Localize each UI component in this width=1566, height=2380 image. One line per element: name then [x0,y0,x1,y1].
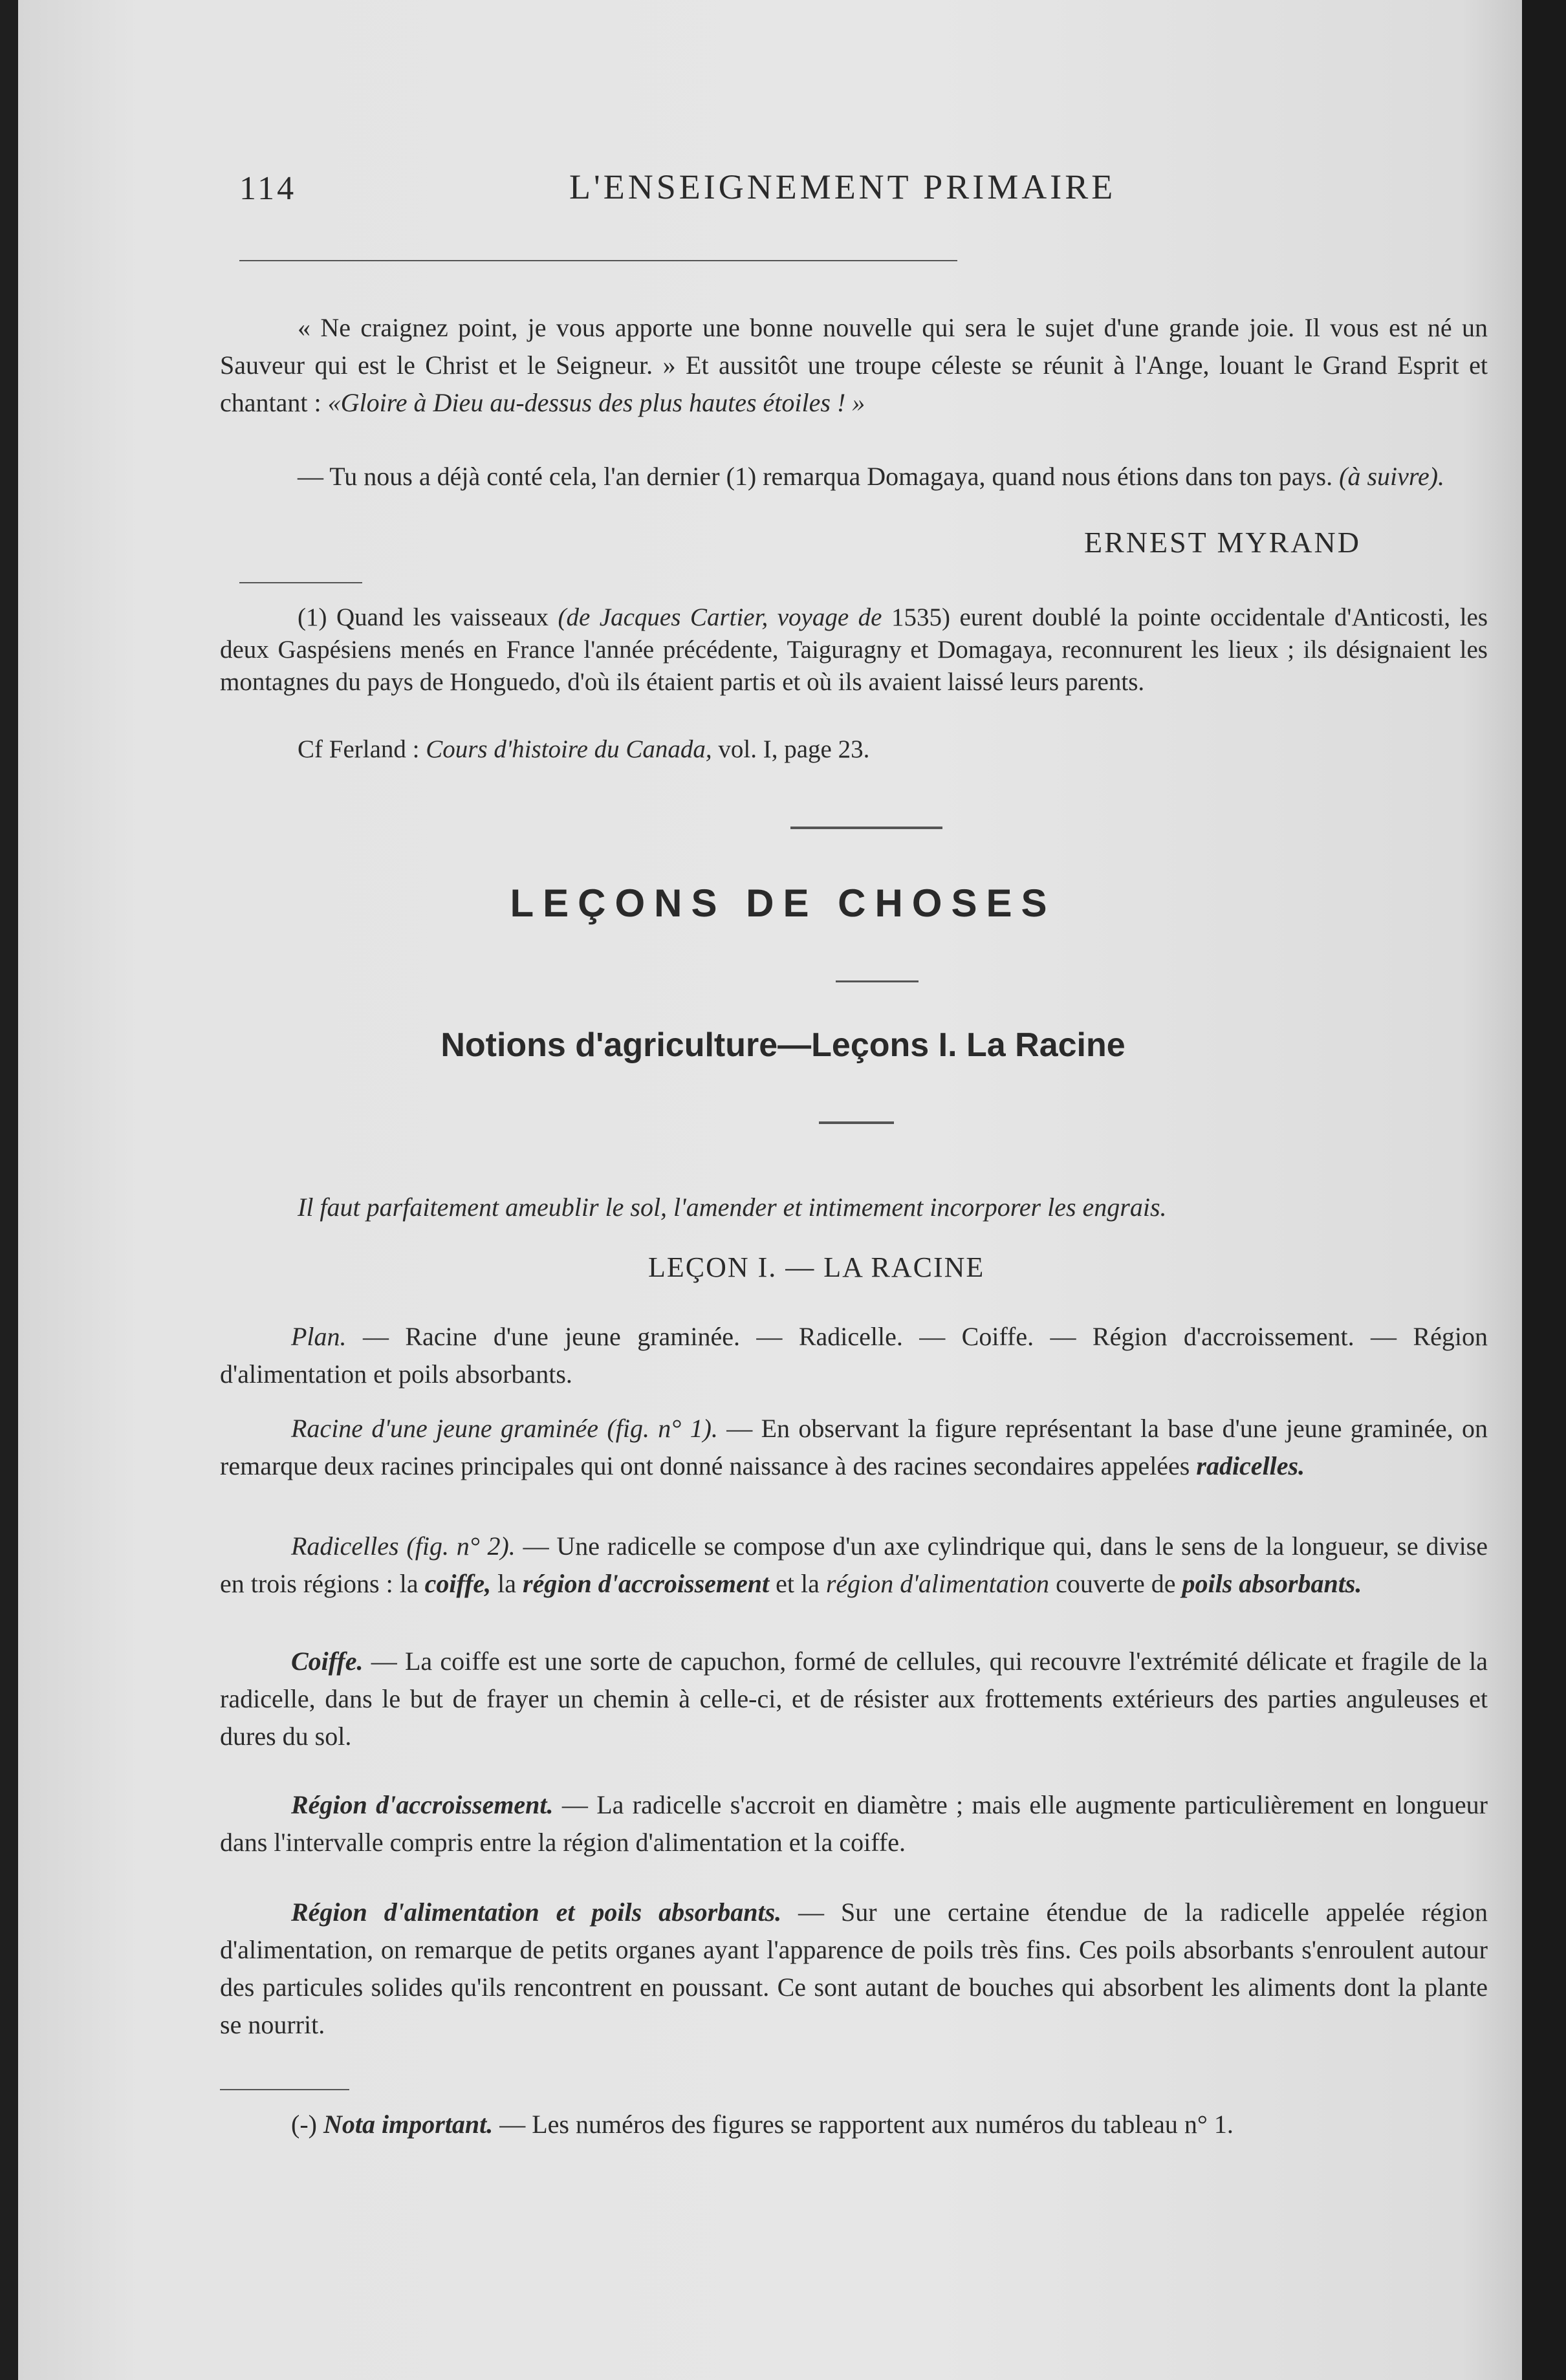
coiffe-label: Coiffe. [291,1647,364,1676]
footnote-rule-2 [220,2089,349,2090]
page-number: 114 [239,170,297,207]
section-rule-bottom [819,1121,894,1124]
racine-fig: (fig. n° 1). [607,1414,718,1443]
alimentation-text: — Sur une certaine étendue de la radicelle appelée région d'alimentation, on remarque de petits organes ayant l'apparence de poils très fins. Ces poils absorbants s'enroulent autour des particules solides qu'ils rencontrent en poussant. Ce sont autant de bouches qui absorbent les aliments dont la plante se nourrit. [220,1898,1488,2039]
cf-label: Cf Ferland : [298,735,420,763]
radicelles-text-2: la [497,1569,517,1598]
footnote-rule [239,582,362,583]
alimentation-label: Région d'alimentation et poils absorbants. [291,1898,782,1927]
footnote-1-italic: (de Jacques Cartier, voyage de [558,603,882,631]
plan-text: — Racine d'une jeune graminée. — Radicelle. — Coiffe. — Région d'accroissement. — Région d'alimentation et poils absorbants. [220,1322,1488,1389]
section-subtitle: Notions d'agriculture—Leçons I. La Racine [440,1026,1126,1064]
footnote-1-cf [220,733,1488,766]
header-rule [239,260,957,261]
running-title: L'ENSEIGNEMENT PRIMAIRE [569,168,1116,206]
epigraph [220,1189,1488,1226]
radicelles-label: Radicelles [291,1531,399,1561]
a-suivre: (à suivre). [1339,462,1445,491]
scan-border [1522,0,1566,2380]
lesson-alimentation [220,1894,1488,2044]
footnote-1 [220,601,1488,698]
racine-text: — En observant la figure représentant la base d'une jeune graminée, on remarque deux racines principales qui ont donné naissance à des racines secondaires appelées [220,1414,1488,1480]
accroissement-label: Région d'accroissement. [291,1790,554,1819]
section-rule-top [790,827,942,829]
term-accroissement: région d'accroissement [523,1569,770,1598]
radicelles-text-3: et la [776,1569,820,1598]
footnote-1-rest: eurent doublé la pointe occidentale d'Anticosti, les deux Gaspésiens menés en France l'année précédente, Taiguragny et Domagaya, reconnurent les lieux ; ils désignaient les montagnes du pays de Honguedo, d'où ils étaient partis et où ils avaient laissé leurs parents. [220,603,1488,696]
epigraph-text: Il faut parfaitement ameublir le sol, l'amender et intimement incorporer les engrais. [298,1193,1167,1222]
plan-label: Plan. [291,1322,347,1351]
term-poils: poils absorbants. [1182,1569,1362,1598]
coiffe-text: — La coiffe est une sorte de capuchon, formé de cellules, qui recouvre l'extrémité délicate et fragile de la radicelle, dans le but de frayer un chemin à celle-ci, et de résister aux frottements extérieurs des parties anguleuses et dures du sol. [220,1647,1488,1751]
footnote-1-text: (1) Quand les vaisseaux [298,603,549,631]
lesson-heading: LEÇON I. — LA RACINE [648,1251,985,1283]
section-title: LEÇONS DE CHOSES [510,882,1056,925]
lesson-plan [220,1318,1488,1393]
cf-title: Cours d'histoire du Canada, [426,735,712,763]
lesson-radicelles [220,1528,1488,1603]
story-text-2: — Tu nous a déjà conté cela, l'an dernier (1) remarqua Domagaya, quand nous étions dans ton pays. [298,462,1333,491]
footnote-2-mark: (-) [291,2110,317,2139]
nota-label: Nota important. [323,2110,494,2139]
lesson-coiffe [220,1643,1488,1755]
term-alimentation: région d'alimentation [825,1569,1050,1598]
story-paragraph [220,309,1488,422]
section-rule-middle [836,980,919,982]
racine-term: radicelles. [1196,1451,1305,1480]
radicelles-text: — Une radicelle se compose d'un axe cylindrique qui, dans le sens de la longueur, se divise en trois régions : la [220,1531,1488,1598]
cf-rest: vol. I, page 23. [718,735,870,763]
author-signature: ERNEST MYRAND [1084,526,1361,559]
footnote-1-year: 1535) [891,603,951,631]
radicelles-text-4: couverte de [1056,1569,1176,1598]
accroissement-text: — La radicelle s'accroit en diamètre ; mais elle augmente particulièrement en longueur dans l'intervalle compris entre la région d'alimentation et la coiffe. [220,1790,1488,1857]
radicelles-fig: (fig. n° 2). [406,1531,516,1561]
term-coiffe: coiffe, [424,1569,492,1598]
story-paragraph-2 [220,458,1488,495]
footnote-2 [220,2106,1488,2143]
nota-text: — Les numéros des figures se rapportent aux numéros du tableau n° 1. [499,2110,1234,2139]
story-text: « Ne craignez point, je vous apporte une bonne nouvelle qui sera le sujet d'une grande joie. Il vous est né un Sauveur qui est le Christ et le Seigneur. » Et aussitôt une troupe céleste se réunit à l'Ange, louant le Grand Esprit et chantant : [220,313,1488,417]
story-quote: «Gloire à Dieu au-dessus des plus hautes étoiles ! » [327,388,865,417]
lesson-accroissement [220,1786,1488,1861]
lesson-racine [220,1410,1488,1485]
racine-label: Racine d'une jeune graminée [291,1414,599,1443]
